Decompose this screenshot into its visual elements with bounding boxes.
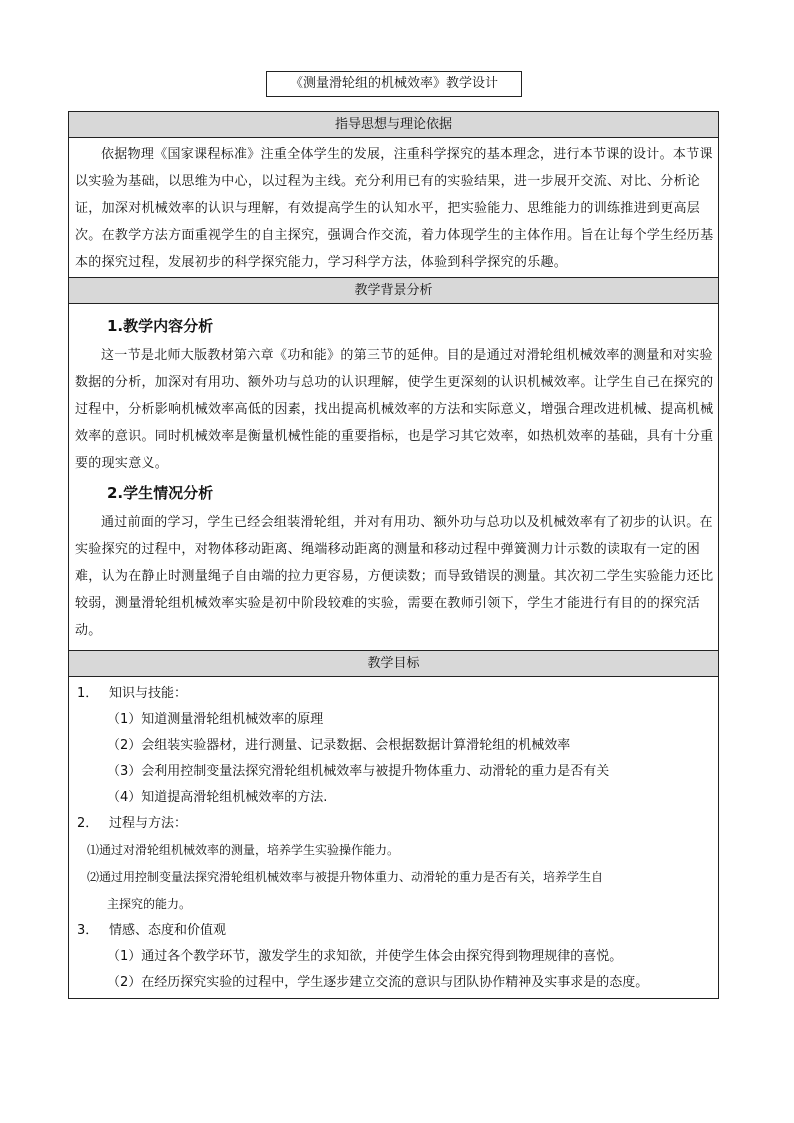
section-body-background [69,304,719,651]
section-header-guiding-ideas: 指导思想与理论依据 [69,112,719,138]
content-analysis-paragraph: 这一节是北师大版教材第六章《功和能》的第三节的延伸。目的是通过对滑轮组机械效率的测量和对实验数据的分析，加深对有用功、额外功与总功的认识理解，使学生更深刻的认识机械效率。让学生自己在探究的过程中，分析影响机械效率高低的因素，找出提高机械效率的方法和实际意义，增强合理改进机械、提高机械效率的意识。同时机械效率是衡量机械性能的重要指标，也是学习其它效率，如热机效率的基础，具有十分重要的现实意义。 [75,348,714,471]
objective-emotion-values: 3． 情感、态度和价值观 [77,923,227,938]
student-analysis-paragraph: 通过前面的学习，学生已经会组装滑轮组，并对有用功、额外功与总功以及机械效率有了初步的认识。在实验探究的过程中，对物体移动距离、绳端移动距离的测量和移动过程中弹簧测力计示数的读取有一定的困难，认为在静止时测量绳子自由端的拉力更容易，方便读数；而导致错误的测量。其次初二学生实验能力还比较弱，测量滑轮组机械效率实验是初中阶段较难的实验，需要在教师引领下，学生才能进行有目的的探究活动。 [75,515,714,638]
section-body-guiding-ideas [69,138,719,278]
objective-item: ⑴通过对滑轮组机械效率的测量，培养学生实验操作能力。 [87,843,400,857]
document-title: 《测量滑轮组的机械效率》教学设计 [266,71,522,97]
objective-process-methods: 2． 过程与方法： [77,816,188,831]
objective-item: （1）通过各个教学环节，激发学生的求知欲，并使学生体会由探究得到物理规律的喜悦。 [107,949,623,964]
objective-item: （4）知道提高滑轮组机械效率的方法. [107,790,328,805]
objective-item: （3）会利用控制变量法探究滑轮组机械效率与被提升物体重力、动滑轮的重力是否有关 [107,764,610,779]
subheading-student-analysis: 2.学生情况分析 [107,484,214,502]
section-header-objectives: 教学目标 [69,651,719,677]
objective-item: ⑵通过用控制变量法探究滑轮组机械效率与被提升物体重力、动滑轮的重力是否有关，培养学生自 [87,870,604,884]
objective-item: （1）知道测量滑轮组机械效率的原理 [107,712,324,727]
objective-item: （2）在经历探究实验的过程中，学生逐步建立交流的意识与团队协作精神及实事求是的态度。 [107,975,649,990]
objective-item: （2）会组装实验器材，进行测量、记录数据、会根据数据计算滑轮组的机械效率 [107,738,571,753]
section-body-objectives [69,677,719,999]
guiding-ideas-paragraph: 依据物理《国家课程标准》注重全体学生的发展，注重科学探究的基本理念，进行本节课的设计。本节课以实验为基础，以思维为中心，以过程为主线。充分利用已有的实验结果，进一步展开交流、对比、分析论证，加深对机械效率的认识与理解，有效提高学生的认知水平，把实验能力、思维能力的训练推进到更高层次。在教学方法方面重视学生的自主探究，强调合作交流，着力体现学生的主体作用。旨在让每个学生经历基本的探究过程，发展初步的科学探究能力，学习科学方法，体验到科学探究的乐趣。 [75,147,714,270]
objective-item-continuation: 主探究的能力。 [107,897,192,911]
objective-knowledge-skills: 1． 知识与技能： [77,686,188,701]
subheading-content-analysis: 1.教学内容分析 [107,317,214,335]
lesson-plan-table [68,111,719,999]
section-header-background: 教学背景分析 [69,278,719,304]
